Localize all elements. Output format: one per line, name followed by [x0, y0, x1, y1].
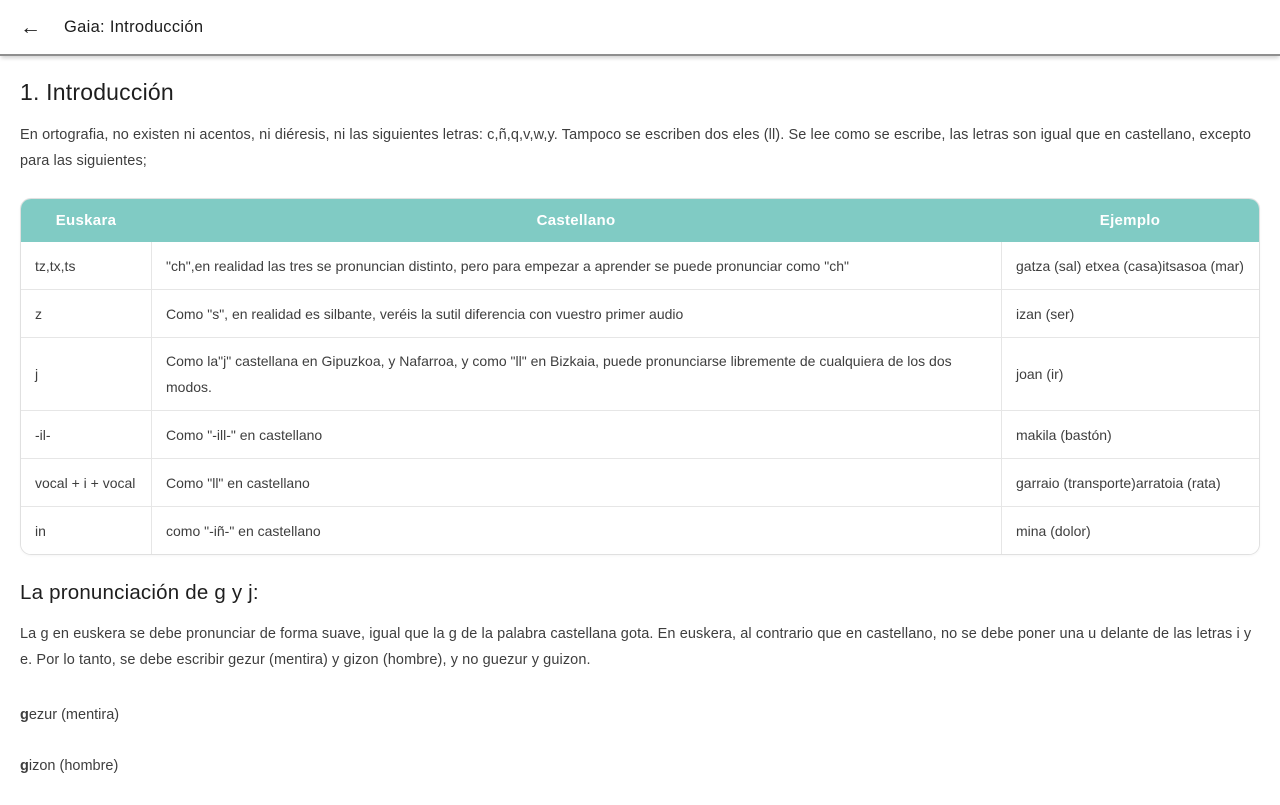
table-row [21, 506, 1259, 554]
cell-ejemplo: gatza (sal) etxea (casa)itsasoa (mar) [1001, 242, 1259, 289]
column-header-ejemplo: Ejemplo [1099, 212, 1161, 229]
cell-euskara: vocal + i + vocal [35, 474, 136, 491]
cell-castellano: Como "ll" en castellano [151, 459, 1001, 506]
table-row [21, 242, 1259, 289]
page-title: Gaia: Introducción [64, 17, 204, 36]
table-row [21, 410, 1259, 458]
cell-castellano: Como "s", en realidad es silbante, veréis la sutil diferencia con vuestro primer audio [151, 290, 1001, 337]
column-header-euskara: Euskara [55, 212, 117, 229]
section-heading-pronunciacion-g-j: La pronunciación de g y j: [20, 581, 259, 604]
cell-ejemplo: joan (ir) [1001, 338, 1259, 410]
table-row [21, 289, 1259, 337]
table-row [21, 458, 1259, 506]
section-heading-introduccion: 1. Introducción [20, 79, 174, 105]
cell-castellano: como "-iñ-" en castellano [151, 507, 1001, 554]
cell-ejemplo: mina (dolor) [1001, 507, 1259, 554]
example-gezur: gezur (mentira) [20, 707, 120, 723]
table-row [21, 337, 1259, 410]
cell-ejemplo: izan (ser) [1001, 290, 1259, 337]
cell-castellano: Como la"j" castellana en Gipuzkoa, y Nafarroa, y como "ll" en Bizkaia, puede pronunciarse libremente de cualquiera de los dos modos. [151, 338, 1001, 410]
pronunciation-table [20, 198, 1260, 555]
cell-castellano: Como "-ill-" en castellano [151, 411, 1001, 458]
app-header [0, 0, 1280, 56]
cell-euskara: in [35, 522, 46, 539]
cell-ejemplo: garraio (transporte)arratoia (rata) [1001, 459, 1259, 506]
back-arrow-icon[interactable]: ← [20, 15, 41, 39]
lesson-content [0, 79, 1280, 805]
table-header-row [21, 199, 1259, 242]
cell-ejemplo: makila (bastón) [1001, 411, 1259, 458]
example-gizon: gizon (hombre) [20, 758, 119, 774]
cell-euskara: j [35, 366, 39, 382]
cell-castellano: "ch",en realidad las tres se pronuncian distinto, pero para empezar a aprender se puede pronunciar como "ch" [151, 242, 1001, 289]
cell-euskara: -il- [35, 426, 51, 443]
pronunciation-paragraph: La g en euskera se debe pronunciar de forma suave, igual que la g de la palabra castellana gota. En euskera, al contrario que en castellano, no se debe poner una u delante de las letras i y e. Por lo tanto, se debe escribir gezur (mentira) y gizon (hombre), y no guezur y guizon. [20, 626, 1252, 668]
cell-euskara: z [35, 305, 42, 322]
column-header-castellano: Castellano [536, 212, 616, 229]
intro-paragraph: En ortografia, no existen ni acentos, ni diéresis, ni las siguientes letras: c,ñ,q,v,w,y. Tampoco se escriben dos eles (ll). Se lee como se escribe, las letras son igual que en castellano, excepto para las siguientes; [20, 127, 1251, 169]
cell-euskara: tz,tx,ts [35, 257, 76, 274]
